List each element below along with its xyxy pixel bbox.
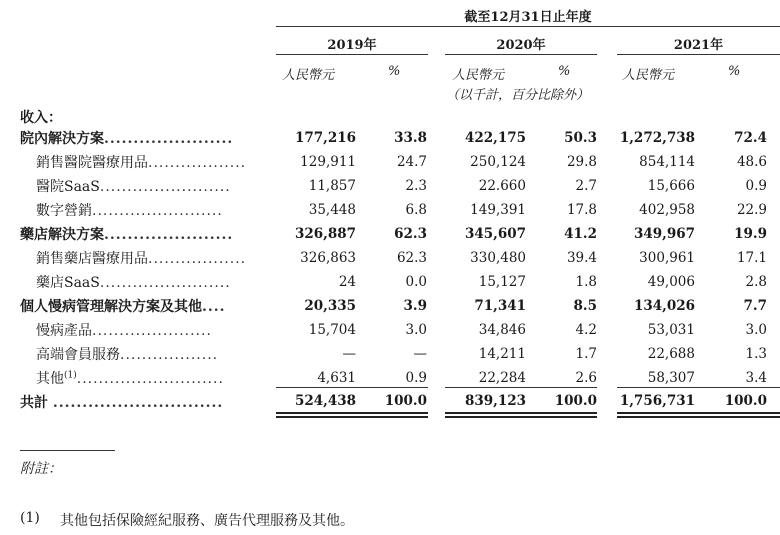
row-label [36, 272, 231, 292]
cell-amount: — [342, 346, 356, 362]
cell-percent: 48.6 [736, 154, 767, 170]
row-label-text: 醫院SaaS [36, 179, 100, 195]
year-header-2019: 2019年 [327, 38, 377, 53]
cell-percent: — [413, 346, 427, 362]
unit-note: （以千計，百分比除外） [446, 88, 590, 103]
cell-percent: 29.8 [566, 154, 597, 170]
footnote-marker: (1) [20, 510, 40, 526]
period-header: 截至12月31日止年度 [464, 10, 592, 25]
cell-amount: 53,031 [647, 322, 695, 338]
row-label [36, 152, 246, 172]
cell-percent: 33.8 [394, 130, 427, 146]
cell-amount: 300,961 [639, 250, 695, 266]
total-amount: 839,123 [464, 393, 526, 409]
unit-pct-2019: % [388, 64, 401, 79]
row-leader-dots: ........................ [99, 179, 231, 195]
row-label [36, 344, 218, 364]
row-label-text: 藥店解決方案 [20, 227, 104, 243]
cell-amount: 134,026 [633, 298, 695, 314]
cell-percent: 1.7 [575, 346, 597, 362]
cell-amount: 330,480 [470, 250, 526, 266]
cell-amount: 854,114 [639, 154, 695, 170]
total-leader-dots: ............................. [52, 395, 224, 411]
total-rule-top-2021 [617, 387, 780, 388]
row-label-text: 銷售醫院醫療用品 [36, 155, 148, 171]
footnote-title: 附註： [20, 461, 62, 477]
row-leader-dots: ........................... [76, 371, 224, 387]
total-double-rule-1-2020 [445, 412, 597, 414]
unit-rmb-2019: 人民幣元 [282, 68, 335, 83]
cell-percent: 3.9 [403, 298, 427, 314]
total-amount: 524,438 [294, 393, 356, 409]
cell-percent: 72.4 [734, 130, 767, 146]
footnote-text: 其他包括保險經紀服務、廣告代理服務及其他。 [60, 513, 354, 529]
cell-amount: 22.660 [478, 178, 526, 194]
cell-amount: 422,175 [464, 130, 526, 146]
cell-amount: 345,607 [464, 226, 526, 242]
cell-percent: 7.7 [743, 298, 767, 314]
row-label [36, 176, 231, 196]
cell-amount: 326,863 [300, 250, 356, 266]
cell-percent: 3.0 [745, 322, 767, 338]
cell-percent: 2.3 [405, 178, 427, 194]
cell-amount: 177,216 [294, 130, 356, 146]
row-label-text: 高端會員服務 [36, 347, 120, 363]
cell-percent: 62.3 [394, 226, 427, 242]
row-label-text: 銷售藥店醫療用品 [36, 251, 148, 267]
cell-percent: 8.5 [573, 298, 597, 314]
footnote-rule [20, 450, 115, 451]
total-rule-top-2019 [276, 387, 428, 388]
row-label [36, 320, 212, 340]
cell-percent: 17.1 [736, 250, 767, 266]
cell-amount: 14,211 [478, 346, 526, 362]
cell-percent: 2.7 [575, 178, 597, 194]
row-label-text: 個人慢病管理解決方案及其他 [20, 299, 202, 315]
unit-pct-2021: % [728, 64, 741, 79]
section-title: 收入： [20, 110, 62, 126]
cell-amount: 149,391 [470, 202, 526, 218]
total-label [20, 392, 223, 412]
unit-rmb-2020: 人民幣元 [452, 68, 505, 83]
total-percent: 100.0 [384, 393, 427, 409]
row-label [20, 224, 233, 244]
cell-percent: 6.8 [405, 202, 427, 218]
row-leader-dots: ........................ [99, 275, 231, 291]
cell-percent: 19.9 [734, 226, 767, 242]
row-leader-dots: ...................... [104, 227, 234, 243]
cell-amount: 49,006 [647, 274, 695, 290]
row-leader-dots: .................. [120, 347, 219, 363]
cell-percent: 22.9 [736, 202, 767, 218]
cell-percent: 39.4 [566, 250, 597, 266]
row-label [20, 296, 226, 316]
cell-amount: 11,857 [308, 178, 356, 194]
cell-amount: 22,688 [647, 346, 695, 362]
cell-amount: 15,127 [478, 274, 526, 290]
row-label-text: 慢病產品 [36, 323, 92, 339]
row-label [36, 368, 224, 388]
row-label-text: 藥店SaaS [36, 275, 100, 291]
cell-percent: 1.3 [745, 346, 767, 362]
cell-amount: 22,284 [478, 370, 526, 386]
row-label-text: 數字營銷 [36, 203, 92, 219]
cell-amount: 4,631 [317, 370, 356, 386]
row-leader-dots: .... [202, 299, 226, 315]
cell-amount: 129,911 [300, 154, 356, 170]
cell-percent: 4.2 [575, 322, 597, 338]
cell-percent: 0.9 [405, 370, 427, 386]
cell-percent: 3.4 [745, 370, 767, 386]
total-double-rule-2-2019 [276, 416, 428, 418]
unit-pct-2020: % [558, 64, 571, 79]
row-label-text: 其他 [36, 371, 64, 387]
cell-amount: 402,958 [639, 202, 695, 218]
row-label [36, 200, 223, 220]
cell-amount: 35,448 [308, 202, 356, 218]
total-percent: 100.0 [724, 393, 767, 409]
cell-amount: 1,272,738 [619, 130, 695, 146]
row-leader-dots: .................. [148, 155, 247, 171]
cell-percent: 2.8 [745, 274, 767, 290]
cell-percent: 62.3 [396, 250, 427, 266]
total-percent: 100.0 [554, 393, 597, 409]
year-header-2020: 2020年 [496, 38, 546, 53]
total-rule-top-2020 [445, 387, 597, 388]
cell-percent: 3.0 [405, 322, 427, 338]
total-label-text: 共計 [20, 395, 48, 411]
cell-percent: 1.8 [575, 274, 597, 290]
cell-amount: 15,704 [308, 322, 356, 338]
row-label-text: 院內解決方案 [20, 131, 104, 147]
cell-amount: 58,307 [647, 370, 695, 386]
year-header-2021: 2021年 [673, 38, 724, 53]
cell-amount: 326,887 [294, 226, 356, 242]
row-leader-dots: .................. [148, 251, 247, 267]
cell-percent: 24.7 [396, 154, 427, 170]
total-double-rule-2-2021 [617, 416, 780, 418]
cell-amount: 349,967 [633, 226, 695, 242]
unit-rmb-2021: 人民幣元 [622, 68, 675, 83]
row-leader-dots: ...................... [92, 323, 212, 339]
total-double-rule-1-2019 [276, 412, 428, 414]
period-header-rule [276, 26, 780, 27]
cell-amount: 24 [338, 274, 356, 290]
row-leader-dots: ........................ [92, 203, 223, 219]
cell-amount: 34,846 [478, 322, 526, 338]
cell-percent: 0.0 [405, 274, 427, 290]
row-label [20, 128, 233, 148]
total-double-rule-2-2020 [445, 416, 597, 418]
row-label [36, 248, 246, 268]
cell-percent: 41.2 [564, 226, 597, 242]
cell-amount: 20,335 [304, 298, 356, 314]
cell-amount: 250,124 [470, 154, 526, 170]
total-double-rule-1-2021 [617, 412, 780, 414]
cell-percent: 2.6 [575, 370, 597, 386]
year-rule-2019 [276, 54, 428, 55]
cell-amount: 15,666 [647, 178, 695, 194]
cell-percent: 50.3 [564, 130, 597, 146]
footnote-reference: (1) [64, 370, 77, 381]
cell-amount: 71,341 [474, 298, 526, 314]
cell-percent: 17.8 [566, 202, 597, 218]
year-rule-2020 [445, 54, 597, 55]
total-amount: 1,756,731 [619, 393, 695, 409]
row-leader-dots: ...................... [104, 131, 234, 147]
year-rule-2021 [617, 54, 780, 55]
cell-percent: 0.9 [745, 178, 767, 194]
